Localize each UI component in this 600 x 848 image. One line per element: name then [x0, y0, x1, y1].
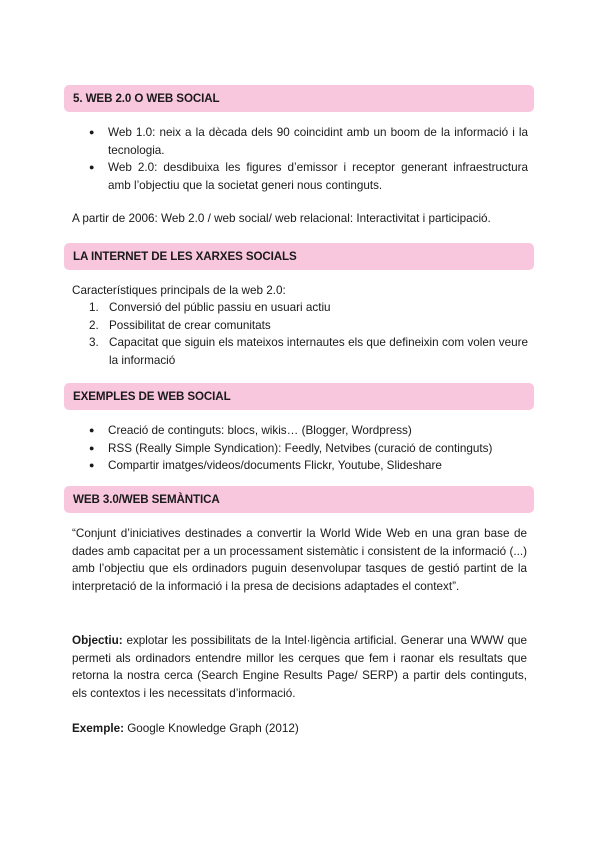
objective-label: Objectiu: [72, 634, 123, 647]
bullet-icon: ● [89, 162, 95, 172]
bullet-icon: ● [89, 442, 95, 453]
section-heading-web20: 5. WEB 2.0 O WEB SOCIAL [64, 85, 534, 112]
example-paragraph: Exemple: Google Knowledge Graph (2012) [72, 722, 299, 735]
list-item: ● Web 2.0: desdibuixa les figures d’emissor i receptor generant infraestructura amb l’objectiu que la societat generi nous continguts. [89, 161, 528, 192]
list-item: ● Web 1.0: neix a la dècada dels 90 coincidint amb un boom de la informació i la tecnologia. [89, 126, 528, 157]
web-versions-list [72, 124, 528, 194]
bullet-icon: ● [89, 127, 95, 137]
list-item: 3. Capacitat que siguin els mateixos internautes els que defineixin com volen veure la informació [89, 336, 528, 367]
objective-paragraph: Objectiu: explotar les possibilitats de la Intel·ligència artificial. Generar una WWW que permeti als ordinadors entendre millor les cerques que fem i raonar els resultats que retorna la nostra cerca (Search Engine Results Page/ SERP) a partir dels continguts, els contextos i les necessitats d’informació. [72, 634, 527, 700]
characteristics-list [72, 299, 528, 369]
characteristics-intro: Característiques principals de la web 2.0: [72, 284, 286, 297]
list-item: ● Compartir imatges/videos/documents Flickr, Youtube, Slideshare [72, 457, 528, 475]
list-item: 2. Possibilitat de crear comunitats [89, 318, 271, 332]
example-label: Exemple: [72, 722, 124, 735]
social-web-examples-list [72, 422, 528, 475]
list-item: ● RSS (Really Simple Syndication): Feedly, Netvibes (curació de continguts) [72, 440, 528, 458]
list-item: ● Creació de continguts: blocs, wikis… (Blogger, Wordpress) [72, 422, 528, 440]
bullet-icon: ● [89, 425, 95, 435]
section-heading-social-networks: LA INTERNET DE LES XARXES SOCIALS [64, 243, 534, 270]
section-heading-semantic-web: WEB 3.0/WEB SEMÀNTICA [64, 486, 534, 513]
list-item: 1. Conversió del públic passiu en usuari actiu [89, 301, 331, 314]
bullet-icon: ● [89, 460, 95, 470]
semantic-web-quote: “Conjunt d’iniciatives destinades a convertir la World Wide Web en una gran base de dades amb capacitat per a un processament sistemàtic i consistent de la informació (...) amb l’objectiu que els ordinadors puguin desenvolupar tasques de gestió partint de la interpretació de la informació i la presa de decisions adaptades el context”. [72, 527, 527, 593]
section-heading-examples: EXEMPLES DE WEB SOCIAL [64, 383, 534, 410]
web20-date-paragraph: A partir de 2006: Web 2.0 / web social/ web relacional: Interactivitat i participació. [72, 212, 491, 225]
